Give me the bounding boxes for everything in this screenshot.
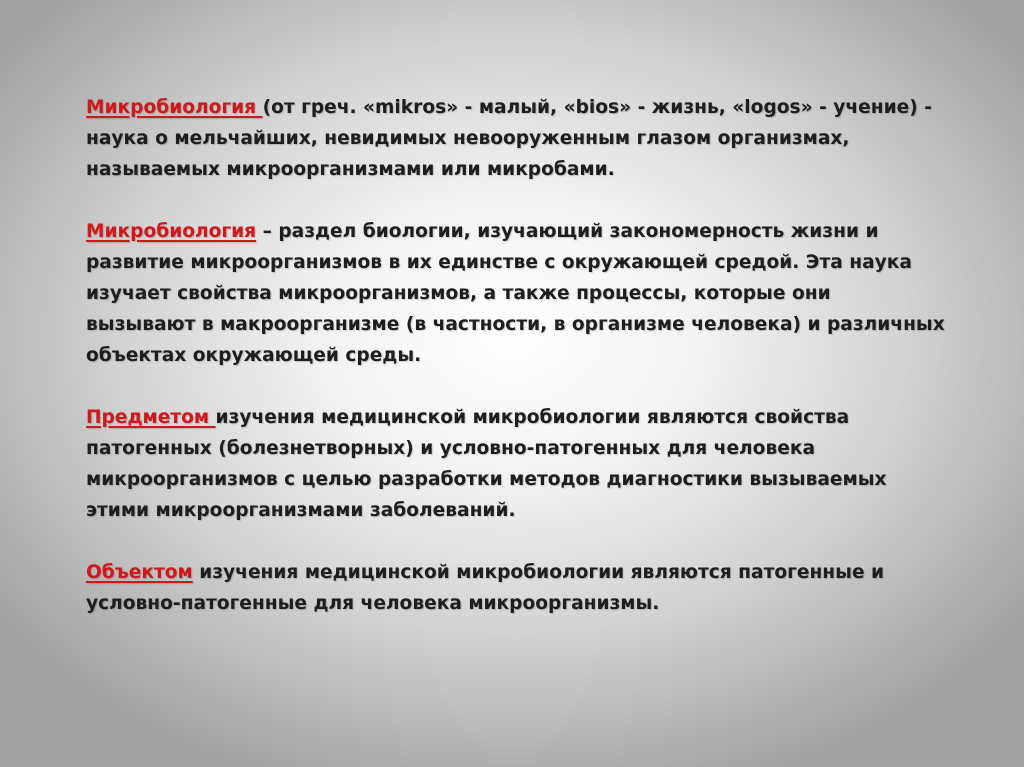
slide-text-body bbox=[86, 92, 946, 650]
paragraph-text: (от греч. «mikros» - малый, «bios» - жизнь, «logos» - учение) - наука о мельчайших, невидимых невооруженным глазом организмах, называемых микроорганизмами или микробами. bbox=[86, 97, 932, 180]
paragraph-text: изучения медицинской микробиологии являются патогенные и условно-патогенные для человека микроорганизмы. bbox=[86, 562, 885, 614]
term-object: Объектом bbox=[86, 562, 193, 583]
paragraph-subject bbox=[86, 402, 946, 526]
paragraph-definition bbox=[86, 92, 946, 185]
paragraph-object bbox=[86, 557, 946, 619]
paragraph-text: изучения медицинской микробиологии являются свойства патогенных (болезнетворных) и условно-патогенных для человека микроорганизмов с целью разработки методов диагностики вызываемых этими микроорганизмами заболеваний. bbox=[86, 407, 887, 521]
term-microbiology: Микробиология bbox=[86, 97, 263, 118]
paragraph-text: – раздел биологии, изучающий закономерность жизни и развитие микроорганизмов в их единстве с окружающей средой. Эта наука изучает свойства микроорганизмов, а также процессы, которые они вызывают в макроорганизме (в частности, в организме человека) и различных объектах окружающей среды. bbox=[86, 221, 945, 366]
paragraph-section bbox=[86, 216, 946, 371]
term-subject: Предметом bbox=[86, 407, 216, 428]
term-microbiology-section: Микробиология bbox=[86, 221, 257, 242]
